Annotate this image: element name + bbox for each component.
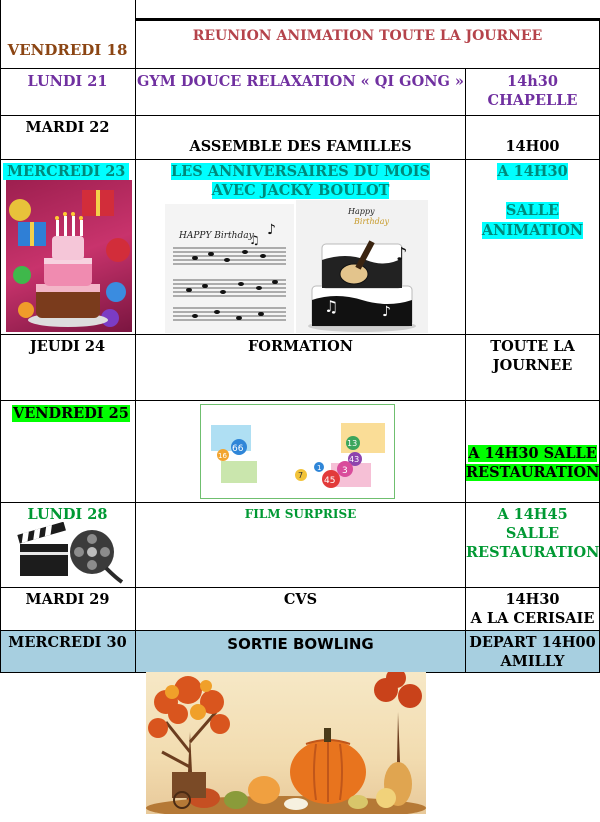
svg-text:♪: ♪: [267, 222, 276, 238]
activity-cell-jacky: [136, 181, 465, 201]
time-mercredi-23-a: A 14H30: [497, 163, 568, 180]
loto-ball-13: 13: [347, 439, 358, 448]
day-vendredi-25: VENDREDI 25: [13, 405, 129, 422]
activity-anniversaires: LES ANNIVERSAIRES DU MOIS: [171, 163, 430, 180]
time-lundi-21-b: CHAPELLE: [487, 92, 578, 109]
time-cell-vendredi-25-b: [466, 463, 599, 483]
cinema-image: [16, 522, 124, 584]
birthday-sheet-title: HAPPY Birthday: [179, 231, 254, 241]
svg-text:♪: ♪: [382, 304, 391, 320]
time-lundi-28-b: SALLE: [505, 525, 560, 542]
autumn-pumpkin-image: [146, 672, 426, 814]
time-mardi-29-a: 14H30: [505, 591, 560, 608]
birthday-cake-image: [6, 180, 132, 332]
time-cell-mercredi-23-a: [466, 162, 599, 182]
loto-ball-16: 16: [218, 452, 227, 460]
day-mercredi-30: MERCREDI 30: [8, 634, 127, 651]
day-mercredi-23: MERCREDI 23: [3, 163, 129, 180]
activity-qi-gong: GYM DOUCE RELAXATION « QI GONG »: [137, 73, 464, 90]
time-lundi-21-a: 14h30: [507, 73, 558, 90]
loto-image: [200, 404, 395, 499]
day-jeudi-24: JEUDI 24: [29, 338, 106, 355]
time-cell-mercredi-23-b: [466, 201, 599, 221]
time-mercredi-23-b: SALLE: [505, 202, 560, 219]
day-lundi-21: LUNDI 21: [27, 73, 108, 90]
loto-ball-66: 66: [232, 444, 244, 454]
activity-assemble: ASSEMBLE DES FAMILLES: [189, 138, 412, 155]
activity-sortie-bowling: SORTIE BOWLING: [227, 635, 374, 653]
day-mardi-22: MARDI 22: [25, 119, 110, 136]
time-mercredi-30-a: DEPART 14H00: [469, 634, 596, 651]
time-jeudi-24-a: TOUTE LA: [490, 338, 575, 355]
loto-ball-43: 43: [349, 455, 360, 464]
time-cell-mercredi-23-c: [466, 221, 599, 241]
guitar-cake-image: [296, 200, 428, 333]
time-mercredi-23-c: ANIMATION: [481, 222, 584, 239]
activity-cvs: CVS: [283, 591, 318, 608]
loto-ball-1: 1: [317, 464, 322, 472]
birthday-music-image: [165, 204, 294, 333]
time-cell-vendredi-25-a: [466, 444, 599, 464]
day-cell-vendredi-25: [12, 404, 135, 424]
cake-topper-happy: Happy: [348, 207, 375, 216]
activity-cell-anniversaires: [136, 162, 465, 182]
time-jeudi-24-b: JOURNEE: [492, 357, 573, 374]
svg-text:♫: ♫: [249, 233, 260, 247]
loto-ball-3: 3: [342, 466, 348, 476]
time-lundi-28-c: RESTAURATION: [466, 544, 600, 561]
loto-ball-45: 45: [324, 476, 336, 486]
activity-reunion: REUNION ANIMATION TOUTE LA JOURNEE: [192, 28, 543, 44]
activity-formation: FORMATION: [248, 338, 353, 355]
time-mardi-29-b: A LA CERISAIE: [470, 610, 595, 627]
svg-text:♫: ♫: [324, 297, 339, 316]
time-vendredi-25-a: A 14H30 SALLE: [468, 445, 597, 462]
day-vendredi-18: VENDREDI 18: [7, 41, 128, 59]
loto-ball-7: 7: [298, 471, 304, 480]
cake-topper-birthday: Birthday: [354, 217, 390, 226]
day-cell-mercredi-23: [3, 162, 135, 182]
svg-text:♪: ♪: [396, 244, 408, 265]
time-mercredi-30-b: AMILLY: [500, 653, 565, 670]
time-mardi-22: 14H00: [505, 138, 560, 155]
day-lundi-28: LUNDI 28: [27, 506, 108, 523]
time-lundi-28-a: A 14H45: [497, 506, 568, 523]
day-mardi-29: MARDI 29: [25, 591, 110, 608]
activity-jacky-boulot: AVEC JACKY BOULOT: [211, 182, 390, 199]
activity-film-surprise: FILM SURPRISE: [244, 507, 357, 521]
time-vendredi-25-b: RESTAURATION: [466, 464, 600, 481]
